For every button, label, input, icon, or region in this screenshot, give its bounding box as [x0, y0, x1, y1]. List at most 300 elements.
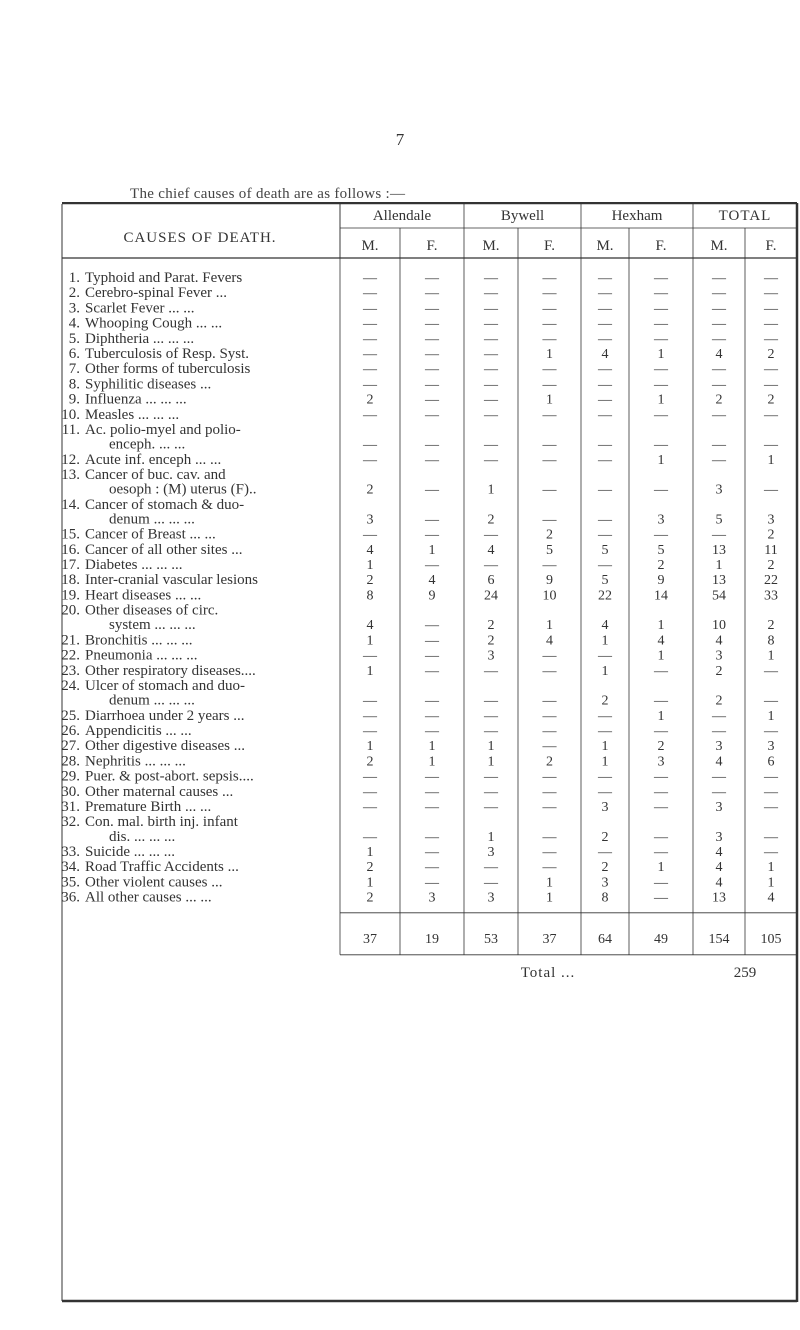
cell-value: — — [764, 407, 778, 423]
cell-value: — — [598, 845, 612, 860]
cell-value: — — [425, 860, 439, 876]
cell-value: — — [712, 784, 726, 800]
cell-value: — — [363, 362, 377, 378]
cause-label: Heart diseases ... ... — [85, 587, 202, 604]
column-total: 37 — [542, 931, 557, 947]
cell-value: — — [425, 558, 439, 573]
cell-value: 1 — [601, 754, 609, 770]
cell-value: — — [484, 860, 498, 876]
cell-value: — — [425, 829, 439, 845]
cause-label: Other forms of tuberculosis — [85, 361, 251, 378]
row-number: 24. — [61, 678, 80, 694]
cause-label: Typhoid and Parat. Fevers — [85, 270, 243, 286]
cell-value: 6 — [767, 754, 775, 770]
column-total: 19 — [425, 931, 439, 947]
cell-value: — — [363, 527, 377, 543]
cell-value: — — [654, 875, 668, 891]
cause-label: Tuberculosis of Resp. Syst. — [85, 346, 250, 362]
cell-value: 2 — [601, 693, 609, 709]
cell-value: — — [542, 437, 557, 453]
cell-value: 1 — [657, 648, 665, 664]
cell-value: 1 — [767, 875, 775, 891]
table-canvas — [0, 202, 800, 1312]
cell-value: 1 — [601, 739, 609, 755]
cell-value: — — [764, 331, 778, 347]
cause-label: Cancer of all other sites ... — [85, 541, 243, 558]
cell-value: 1 — [601, 663, 609, 679]
cell-value: — — [764, 437, 778, 453]
cell-value: — — [598, 784, 612, 800]
district-header-hexham: Hexham — [611, 208, 663, 224]
cell-value: — — [764, 271, 778, 286]
cause-label: Ac. polio-myel and polio- — [85, 422, 241, 438]
district-header-bywell: Bywell — [500, 208, 545, 224]
cell-value: 9 — [428, 588, 436, 604]
cell-value: 5 — [601, 542, 609, 558]
cause-label: Other respiratory diseases.... — [85, 662, 256, 679]
cause-label: Cerebro-spinal Fever ... — [85, 285, 228, 302]
cell-value: — — [425, 271, 439, 286]
cell-value: 3 — [657, 754, 665, 770]
cell-value: — — [425, 316, 439, 332]
cell-value: — — [712, 452, 726, 468]
row-number: 13. — [61, 467, 80, 483]
cell-value: — — [542, 362, 557, 378]
cell-value: 1 — [546, 875, 553, 891]
cell-value: — — [425, 362, 439, 378]
cell-value: 1 — [657, 347, 665, 362]
cell-value: 8 — [767, 633, 775, 649]
row-number: 6. — [68, 346, 80, 362]
cell-value: — — [654, 362, 668, 378]
cell-value: — — [654, 663, 668, 679]
cell-value: — — [654, 890, 668, 906]
cell-value: 10 — [542, 588, 557, 604]
cell-value: 1 — [657, 392, 665, 408]
cell-value: 3 — [601, 875, 609, 891]
cell-value: — — [363, 331, 377, 347]
cause-label: Con. mal. birth inj. infant — [85, 814, 238, 831]
cell-value: — — [598, 512, 612, 528]
cell-value: 4 — [715, 347, 723, 362]
cell-value: — — [425, 452, 439, 468]
cell-value: — — [363, 693, 377, 709]
cause-label: Bronchitis ... ... ... — [85, 632, 193, 649]
cell-value: — — [425, 784, 439, 800]
cell-value: — — [598, 316, 612, 332]
cell-value: — — [484, 558, 498, 573]
cause-label: Other digestive diseases ... — [85, 738, 245, 755]
cell-value: — — [654, 784, 668, 800]
total-header: TOTAL — [718, 208, 772, 224]
cell-value: — — [712, 708, 726, 724]
cell-value: — — [654, 286, 668, 302]
cell-value: — — [363, 301, 377, 317]
cell-value: 13 — [712, 542, 726, 558]
cell-value: — — [484, 452, 498, 468]
cell-value: — — [712, 286, 726, 302]
cell-value: — — [542, 663, 557, 679]
cell-value: — — [425, 648, 439, 664]
cell-value: — — [484, 331, 498, 347]
cell-value: — — [542, 271, 557, 286]
sex-header: M. — [596, 238, 614, 254]
cell-value: — — [598, 331, 612, 347]
cell-value: — — [598, 724, 612, 739]
cell-value: — — [363, 769, 377, 785]
district-header-allendale: Allendale — [372, 208, 432, 224]
cell-value: — — [425, 800, 439, 815]
cell-value: 10 — [712, 618, 726, 634]
cell-value: 1 — [657, 618, 665, 634]
cell-value: — — [542, 482, 557, 498]
cell-value: — — [542, 316, 557, 332]
cell-value: 5 — [715, 512, 723, 528]
cell-value: 3 — [767, 512, 775, 528]
cause-label: Inter-cranial vascular lesions — [85, 572, 258, 589]
cell-value: 2 — [767, 392, 775, 408]
sex-header: F. — [426, 238, 438, 254]
cause-label: Cancer of stomach & duo- — [85, 496, 245, 513]
cell-value: — — [542, 377, 557, 393]
cause-label: Other violent causes ... — [85, 874, 223, 891]
sex-header: F. — [544, 238, 555, 254]
cell-value: — — [712, 724, 726, 739]
cell-value: 1 — [767, 708, 775, 724]
cell-value: — — [425, 347, 439, 362]
cell-value: — — [764, 301, 778, 317]
cell-value: — — [764, 377, 778, 393]
cell-value: 8 — [366, 588, 374, 604]
cell-value: — — [484, 377, 498, 393]
cell-value: — — [598, 286, 612, 302]
intro-text: The chief causes of death are as follows :— — [130, 186, 406, 202]
cell-value: — — [598, 392, 612, 408]
row-number: 18. — [61, 572, 80, 589]
cell-value: 2 — [657, 558, 665, 573]
sex-header: M. — [361, 238, 379, 254]
cause-label: Other diseases of circ. — [85, 602, 219, 619]
cell-value: 1 — [487, 739, 495, 755]
cell-value: 4 — [546, 633, 553, 649]
row-number: 8. — [68, 376, 80, 393]
row-number: 10. — [61, 406, 80, 423]
cause-label: All other causes ... ... — [85, 889, 212, 906]
cell-value: 3 — [767, 739, 775, 755]
cell-value: — — [764, 829, 778, 845]
cell-value: 4 — [366, 542, 374, 558]
cell-value: — — [484, 437, 498, 453]
cell-value: 1 — [546, 890, 553, 906]
cell-value: — — [425, 724, 439, 739]
cell-value: — — [764, 693, 778, 709]
cell-value: 4 — [601, 618, 609, 634]
cell-value: 33 — [764, 588, 778, 604]
cell-value: — — [598, 301, 612, 317]
cell-value: 4 — [715, 860, 723, 876]
cause-label: Appendicitis ... ... — [85, 723, 192, 739]
cell-value: 4 — [487, 542, 495, 558]
cell-value: 4 — [767, 890, 775, 906]
cell-value: 4 — [366, 618, 374, 634]
cell-value: — — [425, 286, 439, 302]
cell-value: — — [764, 482, 778, 498]
cell-value: 2 — [546, 527, 553, 543]
row-number: 35. — [61, 874, 80, 891]
row-number: 7. — [68, 361, 80, 378]
cell-value: 3 — [715, 482, 723, 498]
cell-value: 3 — [366, 512, 374, 528]
cell-value: 1 — [601, 633, 609, 649]
cell-value: — — [425, 377, 439, 393]
cell-value: — — [542, 845, 557, 860]
cell-value: 1 — [767, 452, 775, 468]
cell-value: — — [363, 784, 377, 800]
cell-value: — — [654, 271, 668, 286]
cell-value: — — [712, 331, 726, 347]
cell-value: — — [598, 377, 612, 393]
cell-value: 8 — [601, 890, 609, 906]
cell-value: — — [425, 331, 439, 347]
row-number: 28. — [61, 753, 80, 770]
cell-value: — — [363, 829, 377, 845]
cell-value: — — [484, 663, 498, 679]
cell-value: — — [425, 769, 439, 785]
cause-label: Measles ... ... ... — [85, 406, 180, 423]
cell-value: 1 — [767, 648, 775, 664]
cell-value: — — [712, 769, 726, 785]
cell-value: 4 — [715, 845, 723, 860]
cell-value: — — [764, 362, 778, 378]
cell-value: — — [654, 437, 668, 453]
cell-value: 2 — [715, 392, 723, 408]
cell-value: — — [425, 618, 439, 634]
cell-value: — — [542, 769, 557, 785]
cell-value: — — [654, 724, 668, 739]
row-number: 30. — [61, 783, 80, 800]
cell-value: 9 — [657, 573, 665, 589]
cell-value: 2 — [715, 693, 723, 709]
cell-value: 2 — [366, 573, 374, 589]
cell-value: — — [764, 286, 778, 302]
cell-value: — — [425, 845, 439, 860]
cell-value: 1 — [546, 347, 553, 362]
row-number: 12. — [61, 451, 80, 468]
cell-value: 2 — [487, 618, 495, 634]
cell-value: — — [425, 407, 439, 423]
cell-value: 22 — [764, 573, 778, 589]
cell-value: — — [712, 362, 726, 378]
cell-value: 2 — [601, 860, 609, 876]
cause-label: Scarlet Fever ... ... — [85, 300, 195, 317]
cell-value: — — [542, 331, 557, 347]
cause-label: Other maternal causes ... — [85, 783, 234, 800]
cell-value: — — [484, 527, 498, 543]
cell-value: — — [598, 769, 612, 785]
row-number: 19. — [61, 587, 80, 604]
cell-value: — — [654, 331, 668, 347]
cell-value: 2 — [767, 347, 775, 362]
cell-value: 1 — [657, 452, 665, 468]
cell-value: — — [654, 829, 668, 845]
cell-value: 2 — [767, 618, 775, 634]
cell-value: — — [542, 724, 557, 739]
causes-header: CAUSES OF DEATH. — [123, 230, 277, 246]
cell-value: — — [425, 693, 439, 709]
column-total: 154 — [708, 931, 730, 947]
cell-value: — — [598, 527, 612, 543]
cell-value: 2 — [366, 860, 374, 876]
row-number: 26. — [61, 723, 80, 739]
page-number: 7 — [395, 130, 405, 149]
cell-value: — — [425, 875, 439, 891]
cell-value: — — [542, 648, 557, 664]
cell-value: 1 — [366, 558, 374, 573]
cell-value: 1 — [428, 542, 436, 558]
cell-value: 3 — [657, 512, 665, 528]
row-number: 5. — [68, 330, 80, 347]
cell-value: — — [363, 800, 377, 815]
cell-value: — — [363, 724, 377, 739]
cell-value: — — [425, 527, 439, 543]
cell-value: 14 — [654, 588, 668, 604]
causes-of-death-table — [0, 202, 800, 1312]
cell-value: — — [484, 708, 498, 724]
cell-value: — — [598, 648, 612, 664]
cell-value: — — [484, 392, 498, 408]
row-number: 22. — [61, 647, 80, 664]
cell-value: 5 — [546, 542, 553, 558]
cell-value: 3 — [428, 890, 436, 906]
cell-value: — — [542, 558, 557, 573]
cell-value: 1 — [487, 754, 495, 770]
cell-value: — — [654, 800, 668, 815]
cell-value: — — [363, 347, 377, 362]
cell-value: — — [542, 452, 557, 468]
cell-value: 3 — [715, 648, 723, 664]
cell-value: — — [654, 407, 668, 423]
cell-value: 1 — [546, 392, 553, 408]
cell-value: — — [712, 407, 726, 423]
cause-label: Puer. & post-abort. sepsis.... — [85, 768, 254, 785]
cell-value: — — [542, 739, 557, 755]
cell-value: — — [654, 482, 668, 498]
cell-value: 3 — [715, 739, 723, 755]
cell-value: — — [542, 512, 557, 528]
cell-value: — — [484, 271, 498, 286]
cell-value: — — [598, 558, 612, 573]
column-total: 64 — [598, 931, 612, 947]
cell-value: — — [712, 316, 726, 332]
row-number: 21. — [61, 632, 80, 649]
row-number: 11. — [61, 422, 80, 438]
cell-value: 4 — [715, 754, 723, 770]
row-number: 17. — [61, 557, 80, 573]
cell-value: — — [542, 286, 557, 302]
cell-value: — — [764, 769, 778, 785]
cell-value: — — [363, 377, 377, 393]
cause-label: Cancer of Breast ... ... — [85, 526, 216, 543]
cell-value: 2 — [366, 482, 374, 498]
cell-value: 2 — [487, 512, 495, 528]
cell-value: — — [654, 845, 668, 860]
row-number: 36. — [61, 889, 80, 906]
cause-label: Influenza ... ... ... — [85, 391, 187, 408]
cell-value: — — [363, 316, 377, 332]
cell-value: 1 — [715, 558, 723, 573]
sex-header: M. — [482, 238, 500, 254]
cell-value: — — [712, 301, 726, 317]
cell-value: 4 — [601, 347, 609, 362]
row-number: 32. — [61, 814, 80, 831]
sex-header: F. — [765, 238, 777, 254]
cell-value: — — [764, 316, 778, 332]
cell-value: 1 — [657, 860, 665, 876]
cell-value: — — [363, 437, 377, 453]
cell-value: 5 — [657, 542, 665, 558]
row-number: 14. — [61, 496, 80, 513]
cause-label: Syphilitic diseases ... — [85, 376, 212, 393]
cell-value: 2 — [366, 754, 374, 770]
cell-value: — — [542, 708, 557, 724]
cell-value: 1 — [546, 618, 553, 634]
cell-value: — — [484, 875, 498, 891]
cell-value: 1 — [767, 860, 775, 876]
cell-value: 2 — [657, 739, 665, 755]
cell-value: — — [764, 845, 778, 860]
cell-value: — — [542, 829, 557, 845]
column-total: 53 — [484, 931, 498, 947]
cell-value: 3 — [487, 845, 495, 860]
cell-value: 1 — [366, 845, 374, 860]
cell-value: — — [363, 452, 377, 468]
cell-value: — — [425, 482, 439, 498]
row-number: 27. — [61, 738, 80, 755]
cell-value: 13 — [712, 573, 726, 589]
cell-value: 3 — [487, 648, 495, 664]
cell-value: 5 — [601, 573, 609, 589]
cell-value: — — [764, 800, 778, 815]
cell-value: — — [363, 648, 377, 664]
row-number: 34. — [61, 859, 80, 876]
cell-value: — — [542, 860, 557, 876]
cell-value: 9 — [546, 573, 553, 589]
cell-value: — — [654, 769, 668, 785]
cell-value: — — [425, 437, 439, 453]
row-number: 23. — [61, 662, 80, 679]
cell-value: 22 — [598, 588, 612, 604]
cell-value: — — [425, 392, 439, 408]
sex-header: M. — [710, 238, 728, 254]
cause-label: Cancer of buc. cav. and — [85, 467, 226, 483]
grand-total-label: Total ... — [520, 964, 576, 981]
cell-value: 2 — [601, 829, 609, 845]
cause-label: Diarrhoea under 2 years ... — [85, 707, 245, 724]
cause-label: Premature Birth ... ... — [85, 799, 212, 815]
cell-value: — — [425, 301, 439, 317]
cell-value: — — [764, 784, 778, 800]
cause-label: Ulcer of stomach and duo- — [85, 678, 245, 694]
cause-label: Nephritis ... ... ... — [85, 753, 186, 770]
cause-label: denum ... ... ... — [109, 692, 195, 709]
cause-label: dis. ... ... ... — [109, 828, 176, 845]
row-number: 4. — [68, 315, 80, 332]
cell-value: — — [363, 286, 377, 302]
cell-value: 1 — [428, 754, 436, 770]
cell-value: 2 — [366, 890, 374, 906]
cell-value: 4 — [428, 573, 436, 589]
cell-value: 2 — [487, 633, 495, 649]
